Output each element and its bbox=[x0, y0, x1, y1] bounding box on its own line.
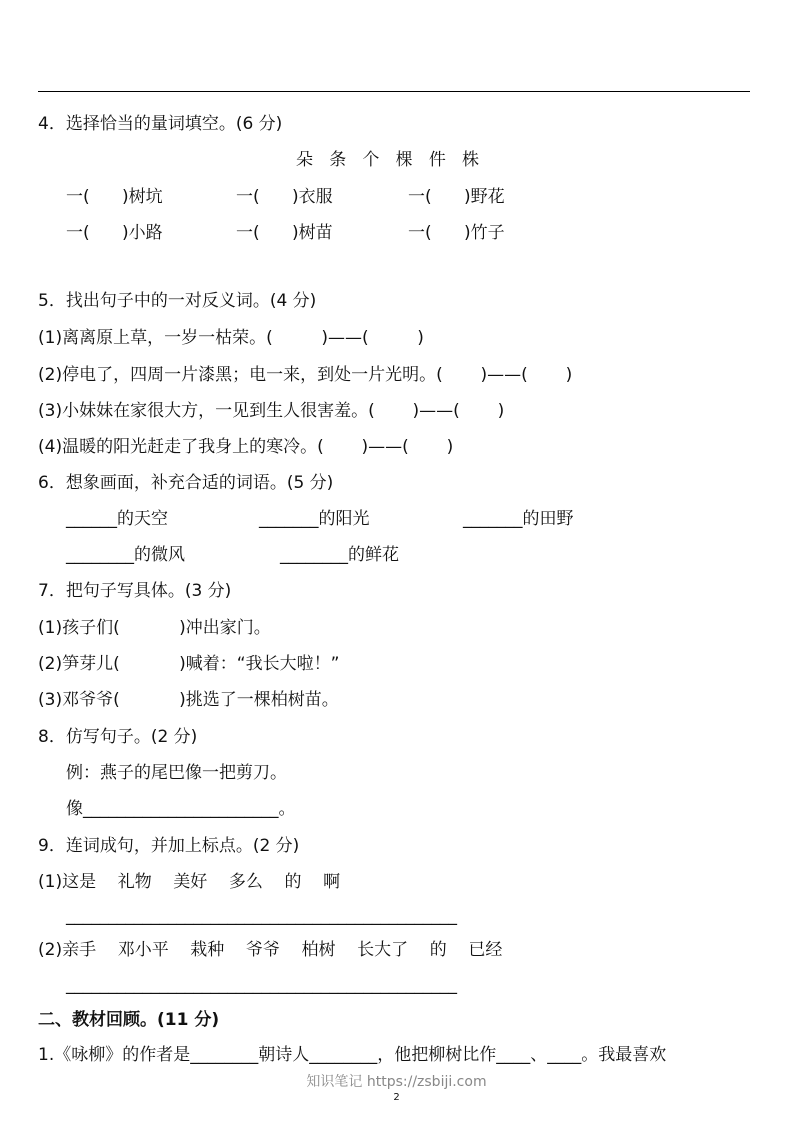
q7-sentence-3: (3)邓爷爷( )挑选了一棵柏树苗。 bbox=[38, 690, 339, 710]
q4-item-6: 一( )竹子 bbox=[408, 223, 505, 243]
q6-blank-sunshine: _______的阳光 bbox=[259, 509, 370, 529]
q4-word-bank: 朵 条 个 棵 件 株 bbox=[296, 150, 480, 170]
q4-item-5: 一( )树苗 bbox=[236, 223, 333, 243]
section-2-q1: 1.《咏柳》的作者是________朝诗人________，他把柳树比作____、____。我最喜欢 bbox=[38, 1045, 667, 1065]
q7-sentence-2: (2)笋芽儿( )喊着：“我长大啦！” bbox=[38, 654, 340, 674]
q8-blank: 像_______________________。 bbox=[66, 799, 296, 819]
header-rule bbox=[38, 91, 750, 92]
q9-words-2: (2)亲手 邓小平 栽种 爷爷 柏树 长大了 的 已经 bbox=[38, 940, 503, 960]
q5-title: 5．找出句子中的一对反义词。(4 分) bbox=[38, 291, 317, 311]
section-2-title: 二、教材回顾。(11 分) bbox=[38, 1010, 220, 1030]
q7-title: 7．把句子写具体。(3 分) bbox=[38, 581, 232, 601]
q6-blank-sky: ______的天空 bbox=[66, 509, 168, 529]
q6-blank-field: _______的田野 bbox=[463, 509, 574, 529]
page-number: 2 bbox=[393, 1092, 400, 1103]
q4-item-2: 一( )衣服 bbox=[236, 187, 333, 207]
q5-sentence-2: (2)停电了，四周一片漆黑；电一来，到处一片光明。( )——( ) bbox=[38, 365, 573, 385]
q6-blank-breeze: ________的微风 bbox=[66, 545, 185, 565]
watermark: 知识笔记 https://zsbiji.com bbox=[306, 1074, 487, 1090]
q5-sentence-3: (3)小妹妹在家很大方，一见到生人很害羞。( )——( ) bbox=[38, 401, 505, 421]
q8-example: 例：燕子的尾巴像一把剪刀。 bbox=[66, 763, 287, 783]
q7-sentence-1: (1)孩子们( )冲出家门。 bbox=[38, 618, 271, 638]
q6-title: 6．想象画面，补充合适的词语。(5 分) bbox=[38, 473, 334, 493]
q9-words-1: (1)这是 礼物 美好 多么 的 啊 bbox=[38, 872, 341, 892]
q9-answer-line-1: ______________________________________________ bbox=[66, 906, 457, 926]
q5-sentence-4: (4)温暖的阳光赶走了我身上的寒冷。( )——( ) bbox=[38, 437, 454, 457]
q4-title: 4．选择恰当的量词填空。(6 分) bbox=[38, 114, 283, 134]
q6-blank-flowers: ________的鲜花 bbox=[280, 545, 399, 565]
q4-item-1: 一( )树坑 bbox=[66, 187, 163, 207]
q5-sentence-1: (1)离离原上草，一岁一枯荣。( )——( ) bbox=[38, 328, 424, 348]
q9-title: 9．连词成句，并加上标点。(2 分) bbox=[38, 836, 300, 856]
q8-title: 8．仿写句子。(2 分) bbox=[38, 727, 198, 747]
q4-item-4: 一( )小路 bbox=[66, 223, 163, 243]
q4-item-3: 一( )野花 bbox=[408, 187, 505, 207]
q9-answer-line-2: ______________________________________________ bbox=[66, 975, 457, 995]
